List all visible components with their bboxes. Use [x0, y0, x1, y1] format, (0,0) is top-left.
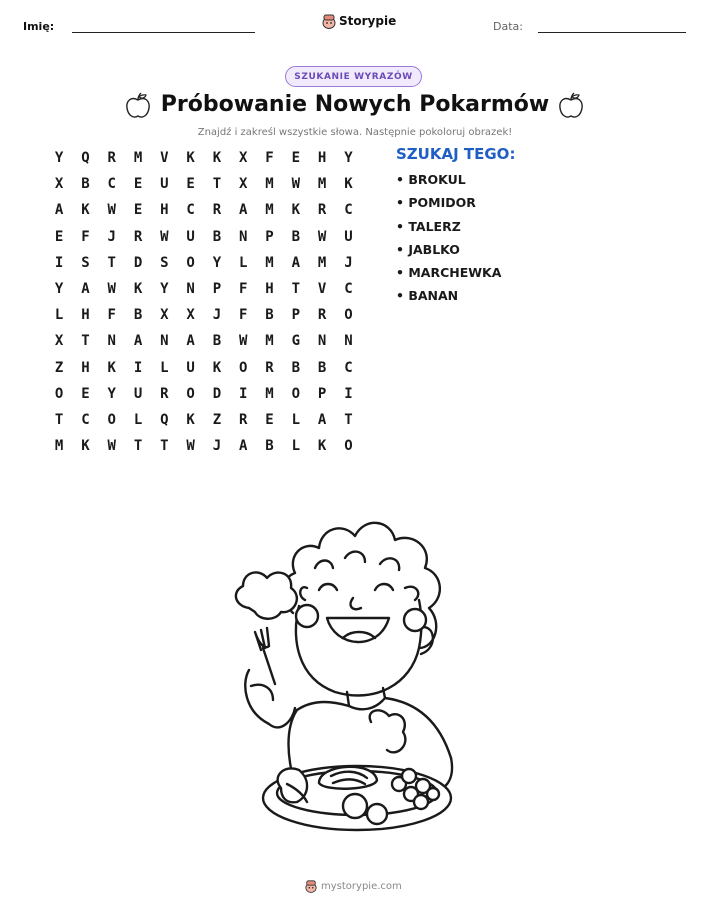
grid-letter[interactable]: O	[344, 438, 353, 455]
word-list-item: • POMIDOR	[396, 195, 476, 211]
grid-letter[interactable]: E	[133, 176, 143, 193]
grid-letter[interactable]: A	[54, 202, 64, 219]
grid-letter[interactable]: X	[239, 176, 248, 193]
grid-letter[interactable]: M	[317, 176, 327, 193]
grid-letter[interactable]: E	[265, 411, 274, 428]
grid-letter[interactable]: M	[317, 254, 327, 271]
grid-letter[interactable]: K	[212, 150, 222, 167]
grid-letter[interactable]: B	[291, 228, 301, 245]
grid-letter[interactable]: K	[81, 202, 90, 219]
grid-letter[interactable]: I	[54, 254, 64, 271]
grid-letter[interactable]: G	[291, 333, 301, 350]
grid-letter[interactable]: H	[317, 150, 327, 167]
grid-letter[interactable]: B	[265, 307, 274, 324]
apple-icon	[558, 92, 584, 120]
grid-letter[interactable]: E	[133, 202, 143, 219]
grid-letter[interactable]: R	[317, 202, 327, 219]
word-search-grid	[46, 145, 362, 459]
storypie-logo-icon	[305, 879, 317, 893]
grid-letter[interactable]: E	[54, 228, 64, 245]
child-eating-broccoli-illustration	[215, 488, 465, 843]
grid-letter[interactable]: K	[107, 359, 116, 376]
grid-letter[interactable]: J	[344, 254, 353, 271]
grid-letter[interactable]: N	[344, 333, 353, 350]
brand	[322, 13, 396, 29]
grid-letter[interactable]: N	[107, 333, 116, 350]
grid-letter[interactable]: I	[133, 359, 143, 376]
grid-letter[interactable]: M	[265, 176, 274, 193]
grid-letter[interactable]: W	[291, 176, 301, 193]
grid-letter[interactable]: E	[186, 176, 195, 193]
grid-letter[interactable]: A	[186, 333, 195, 350]
grid-letter[interactable]: U	[186, 228, 195, 245]
grid-letter[interactable]: H	[81, 359, 90, 376]
grid-letter[interactable]: T	[107, 254, 116, 271]
grid-letter[interactable]: X	[54, 333, 64, 350]
grid-letter[interactable]: J	[107, 228, 116, 245]
grid-letter[interactable]: K	[212, 359, 222, 376]
grid-letter[interactable]: K	[81, 438, 90, 455]
grid-letter[interactable]: L	[133, 411, 143, 428]
grid-letter[interactable]: Y	[160, 281, 169, 298]
grid-letter[interactable]: Z	[212, 411, 222, 428]
grid-letter[interactable]: K	[186, 411, 195, 428]
grid-letter[interactable]: S	[160, 254, 169, 271]
grid-letter[interactable]: A	[291, 254, 301, 271]
grid-letter[interactable]: T	[160, 438, 169, 455]
grid-letter[interactable]: N	[317, 333, 327, 350]
grid-letter[interactable]: H	[160, 202, 169, 219]
grid-letter[interactable]: K	[317, 438, 327, 455]
grid-letter[interactable]: W	[317, 228, 327, 245]
grid-letter[interactable]: S	[81, 254, 90, 271]
grid-letter[interactable]: F	[265, 150, 274, 167]
brand-name: Storypie	[339, 14, 397, 28]
grid-letter[interactable]: C	[344, 359, 353, 376]
grid-letter[interactable]: T	[344, 411, 353, 428]
word-list-item: • TALERZ	[396, 218, 461, 234]
grid-letter[interactable]: X	[239, 150, 248, 167]
grid-letter[interactable]: D	[133, 254, 143, 271]
grid-letter[interactable]: N	[239, 228, 248, 245]
word-list-item: • JABLKO	[396, 241, 460, 257]
grid-letter[interactable]: B	[133, 307, 143, 324]
grid-letter[interactable]: L	[160, 359, 169, 376]
grid-letter[interactable]: V	[160, 150, 169, 167]
grid-letter[interactable]: C	[344, 202, 353, 219]
grid-letter[interactable]: N	[186, 281, 195, 298]
grid-letter[interactable]: O	[107, 411, 116, 428]
grid-letter[interactable]: N	[160, 333, 169, 350]
grid-letter[interactable]: W	[107, 202, 116, 219]
grid-letter[interactable]: L	[291, 411, 301, 428]
grid-letter[interactable]: W	[239, 333, 248, 350]
grid-letter[interactable]: L	[239, 254, 248, 271]
grid-letter[interactable]: H	[81, 307, 90, 324]
grid-letter[interactable]: C	[186, 202, 195, 219]
grid-letter[interactable]: K	[344, 176, 353, 193]
grid-letter[interactable]: W	[160, 228, 169, 245]
grid-letter[interactable]: C	[344, 281, 353, 298]
grid-letter[interactable]: I	[239, 385, 248, 402]
grid-letter[interactable]: Y	[344, 150, 353, 167]
grid-letter[interactable]: M	[265, 254, 274, 271]
grid-letter[interactable]: F	[81, 228, 90, 245]
grid-letter[interactable]: P	[265, 228, 274, 245]
grid-letter[interactable]: O	[186, 385, 195, 402]
grid-letter[interactable]: L	[54, 307, 64, 324]
grid-letter[interactable]: O	[344, 307, 353, 324]
grid-letter[interactable]: U	[133, 385, 143, 402]
grid-letter[interactable]: O	[291, 385, 301, 402]
grid-letter[interactable]: M	[265, 333, 274, 350]
grid-letter[interactable]: U	[344, 228, 353, 245]
grid-letter[interactable]: R	[107, 150, 116, 167]
grid-letter[interactable]: X	[186, 307, 195, 324]
grid-letter[interactable]: W	[107, 438, 116, 455]
grid-letter[interactable]: C	[107, 176, 116, 193]
grid-letter[interactable]: B	[212, 228, 222, 245]
grid-letter[interactable]: I	[344, 385, 353, 402]
grid-letter[interactable]: F	[107, 307, 116, 324]
grid-letter[interactable]: H	[265, 281, 274, 298]
date-label: Data:	[493, 20, 523, 33]
grid-letter[interactable]: Y	[54, 150, 64, 167]
name-line	[72, 32, 255, 33]
grid-letter[interactable]: K	[291, 202, 301, 219]
word-list-item: • MARCHEWKA	[396, 265, 502, 281]
grid-letter[interactable]: J	[212, 438, 222, 455]
grid-letter[interactable]: P	[212, 281, 222, 298]
grid-letter[interactable]: W	[186, 438, 195, 455]
grid-letter[interactable]: R	[239, 411, 248, 428]
grid-letter[interactable]: D	[212, 385, 222, 402]
grid-letter[interactable]: T	[212, 176, 222, 193]
instructions: Znajdź i zakreśl wszystkie słowa. Następnie pokoloruj obrazek!	[197, 127, 513, 138]
grid-letter[interactable]: W	[107, 281, 116, 298]
grid-letter[interactable]: A	[239, 438, 248, 455]
grid-letter[interactable]: R	[133, 228, 143, 245]
word-list-item: • BANAN	[396, 288, 459, 304]
grid-letter[interactable]: T	[54, 411, 64, 428]
grid-letter[interactable]: K	[133, 281, 143, 298]
grid-letter[interactable]: U	[160, 176, 169, 193]
grid-letter[interactable]: A	[81, 281, 90, 298]
grid-letter[interactable]: O	[186, 254, 195, 271]
grid-letter[interactable]: A	[133, 333, 143, 350]
grid-letter[interactable]: E	[81, 385, 90, 402]
grid-letter[interactable]: T	[81, 333, 90, 350]
grid-letter[interactable]: X	[54, 176, 64, 193]
grid-letter[interactable]: Y	[54, 281, 64, 298]
grid-letter[interactable]: M	[265, 385, 274, 402]
grid-letter[interactable]: U	[186, 359, 195, 376]
name-label: Imię:	[23, 20, 55, 33]
footer	[305, 879, 402, 893]
grid-letter[interactable]: O	[239, 359, 248, 376]
grid-letter[interactable]: T	[291, 281, 301, 298]
grid-letter[interactable]: P	[317, 385, 327, 402]
grid-letter[interactable]: B	[81, 176, 90, 193]
grid-letter[interactable]: B	[291, 359, 301, 376]
grid-letter[interactable]: M	[265, 202, 274, 219]
grid-letter[interactable]: Y	[107, 385, 116, 402]
grid-letter[interactable]: X	[160, 307, 169, 324]
grid-letter[interactable]: F	[239, 307, 248, 324]
footer-url[interactable]: mystorypie.com	[321, 880, 402, 892]
grid-letter[interactable]: O	[54, 385, 64, 402]
grid-letter[interactable]: J	[212, 307, 222, 324]
date-line	[538, 32, 686, 33]
word-list-title: SZUKAJ TEGO:	[396, 145, 516, 163]
grid-letter[interactable]: A	[239, 202, 248, 219]
word-list-item: • BROKUL	[396, 172, 466, 187]
grid-letter[interactable]: B	[265, 438, 274, 455]
grid-letter[interactable]: L	[291, 438, 301, 455]
grid-letter[interactable]: B	[212, 333, 222, 350]
category-badge: SZUKANIE WYRAZÓW	[285, 66, 422, 87]
word-list	[396, 170, 501, 310]
grid-letter[interactable]: Q	[81, 150, 90, 167]
grid-letter[interactable]: T	[133, 438, 143, 455]
grid-letter[interactable]: Q	[160, 411, 169, 428]
grid-letter[interactable]: K	[186, 150, 195, 167]
grid-letter[interactable]: M	[133, 150, 143, 167]
grid-letter[interactable]: R	[265, 359, 274, 376]
grid-letter[interactable]: R	[212, 202, 222, 219]
grid-letter[interactable]: M	[54, 438, 64, 455]
grid-letter[interactable]: A	[317, 411, 327, 428]
grid-letter[interactable]: Y	[212, 254, 222, 271]
page-title: Próbowanie Nowych Pokarmów	[160, 92, 550, 117]
storypie-logo-icon	[322, 13, 336, 29]
grid-letter[interactable]: F	[239, 281, 248, 298]
grid-letter[interactable]: E	[291, 150, 301, 167]
grid-letter[interactable]: R	[160, 385, 169, 402]
grid-letter[interactable]: V	[317, 281, 327, 298]
grid-letter[interactable]: B	[317, 359, 327, 376]
grid-letter[interactable]: R	[317, 307, 327, 324]
grid-letter[interactable]: C	[81, 411, 90, 428]
grid-letter[interactable]: Z	[54, 359, 64, 376]
grid-letter[interactable]: P	[291, 307, 301, 324]
